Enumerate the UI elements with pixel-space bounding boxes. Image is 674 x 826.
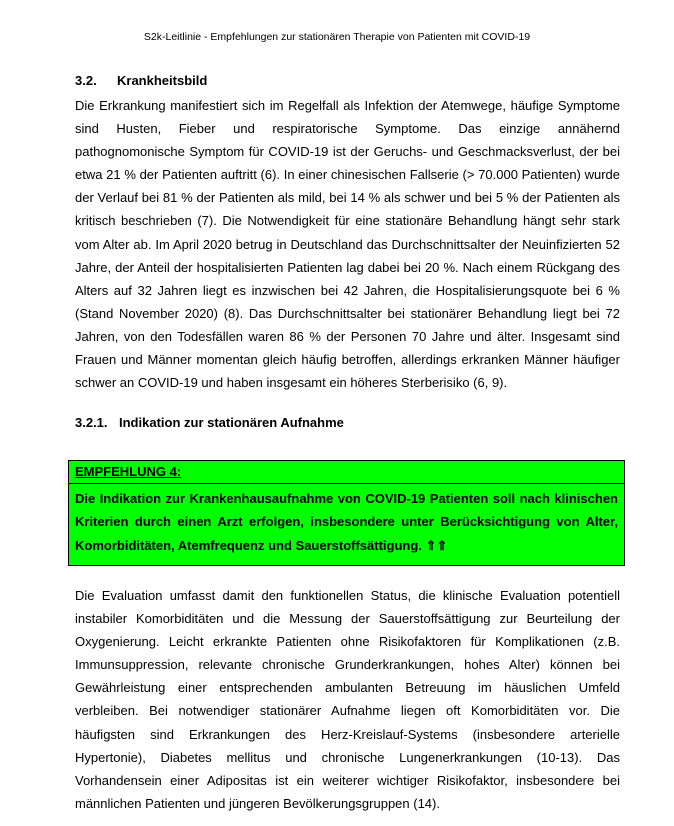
krankheitsbild-paragraph: Die Erkrankung manifestiert sich im Regelfall als Infektion der Atemwege, häufige Symptome sind Husten, Fieber und respiratorische Symptome. Das einzige annähernd pathognomonische Symptom für COVID-19 ist der Geruchs- und Geschmacksverlust, der bei etwa 21 % der Patienten auftritt (6). In einer chinesischen Fallserie (> 70.000 Patienten) wurde der Verlauf bei 81 % der Patienten als mild, bei 14 % als schwer und bei 5 % der Patienten als kritisch beschrieben (7). Die Notwendigkeit für eine stationäre Behandlung hängt sehr stark vom Alter ab. Im April 2020 betrug in Deutschland das Durchschnittsalter der Neuinfizierten 52 Jahre, der Anteil der hospitalisierten Patienten lag dabei bei 20 %. Nach einem Rückgang des Alters auf 32 Jahren liegt es inzwischen bei 42 Jahren, die Hospitalisierungsquote bei 6 % (Stand November 2020) (8). Das Durchschnittsalter bei stationärer Behandlung liegt bei 72 Jahren, von den Todesfällen waren 86 % der Personen 70 Jahre und älter. Insgesamt sind Frauen und Männer momentan gleich häufig betroffen, allerdings erkranken Männer häufiger schwer an COVID-19 und haben insgesamt ein höheres Sterberisiko (6, 9).: [75, 98, 620, 391]
recommendation-text: Die Indikation zur Krankenhausaufnahme von COVID-19 Patienten soll nach klinischen Kriterien durch einen Arzt erfolgen, insbesondere unter Berücksichtigung von Alter, Komorbiditäten, Atemfrequenz und Sauerstoffsättigung.: [75, 491, 618, 553]
section-title: Indikation zur stationären Aufnahme: [119, 415, 344, 430]
section-number: 3.2.: [75, 73, 97, 88]
section-number: 3.2.1.: [75, 415, 108, 430]
recommendation-box: [68, 460, 625, 566]
section-title: Krankheitsbild: [117, 73, 208, 88]
section-heading-3-2: [75, 72, 207, 90]
evaluation-paragraph: Die Evaluation umfasst damit den funktionellen Status, die klinische Evaluation potentiell instabiler Komorbiditäten und die Messung der Sauerstoffsättigung zur Beurteilung der Oxygenierung. Leicht erkrankte Patienten ohne Risikofaktoren für Komplikationen (z.B. Immunsuppression, relevante chronische Grunderkrankungen, hohes Alter) können bei Gewährleistung einer entsprechenden ambulanten Betreuung im häuslichen Umfeld verbleiben. Bei notwendiger stationärer Aufnahme liegen oft Komorbiditäten vor. Die häufigsten sind Erkrankungen des Herz-Kreislauf-Systems (insbesondere arterielle Hypertonie), Diabetes mellitus und chronische Lungenerkrankungen (10-13). Das Vorhandensein einer Adipositas ist ein weiterer wichtiger Risikofaktor, insbesondere bei männlichen Patienten und jüngeren Bevölkerungsgruppen (14).: [75, 588, 620, 811]
recommendation-title: EMPFEHLUNG 4:: [75, 464, 182, 479]
running-header: S2k-Leitlinie - Empfehlungen zur stationären Therapie von Patienten mit COVID-19: [143, 31, 531, 43]
recommendation-strength-icon: ⇑⇑: [425, 537, 448, 553]
recommendation-divider: [69, 483, 624, 484]
section-heading-3-2-1: [75, 414, 344, 432]
recommendation-text-block: [75, 487, 618, 557]
